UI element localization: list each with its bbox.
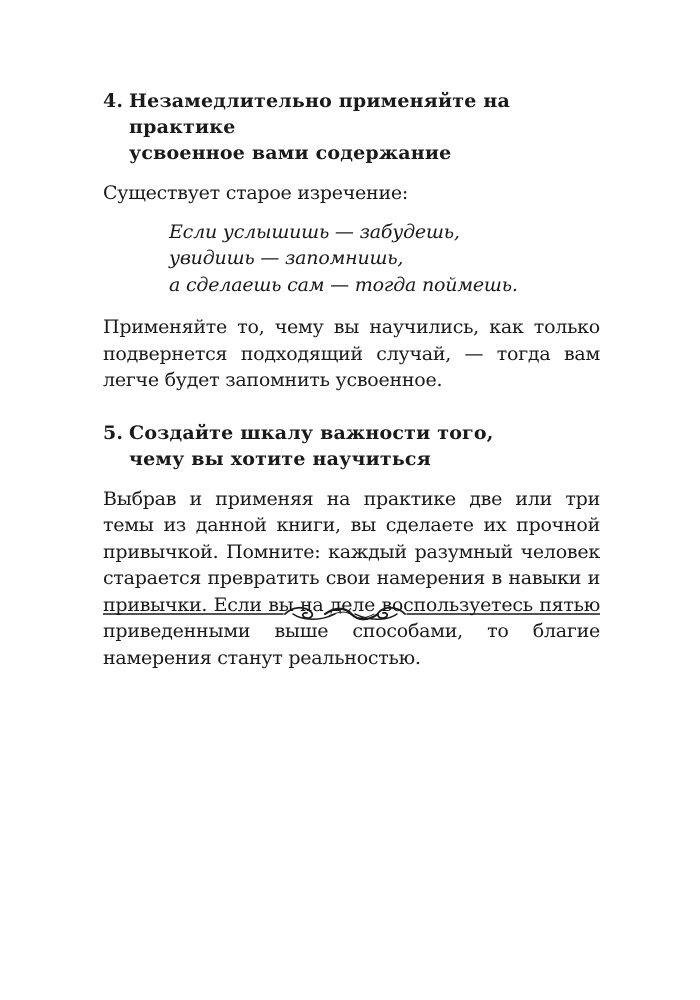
flourish-divider-icon [103,603,600,625]
section-4-title-line2: усвоенное вами содержание [129,142,452,164]
section-5-title-line2: чему вы хотите научиться [129,447,431,470]
section-4-intro: Существует старое изречение: [103,182,409,204]
section-5-heading [103,420,600,472]
section-4-title-line1: Незамедлительно применяйте на практике [129,90,510,138]
section-4-number: 4. [103,90,124,112]
quote-line-1: Если услышишь — забудешь, [169,220,460,243]
page-content [103,88,600,671]
section-4-heading [103,88,600,166]
section-5-paragraph: Выбрав и применяя на практике две или три темы из данной книги, вы сделаете их прочной привычкой. Помните: каждый разумный человек старается превратить свои намерения в навыки и привычки. Если вы на деле воспользуетесь пятью приведенными выше способами, то благие намерения станут реальностью. [103,487,600,669]
section-4-paragraph: Применяйте то, чему вы научились, как только подвернется подходящий случай, — тогда вам легче будет запомнить усвоенное. [103,316,600,391]
quote-line-3: а сделаешь сам — тогда поймешь. [169,273,518,296]
section-4-quote [103,219,600,299]
section-5-number: 5. [103,421,124,444]
section-5-title-line1: Создайте шкалу важности того, [129,421,494,444]
quote-line-2: увидишь — запомнишь, [169,247,404,269]
